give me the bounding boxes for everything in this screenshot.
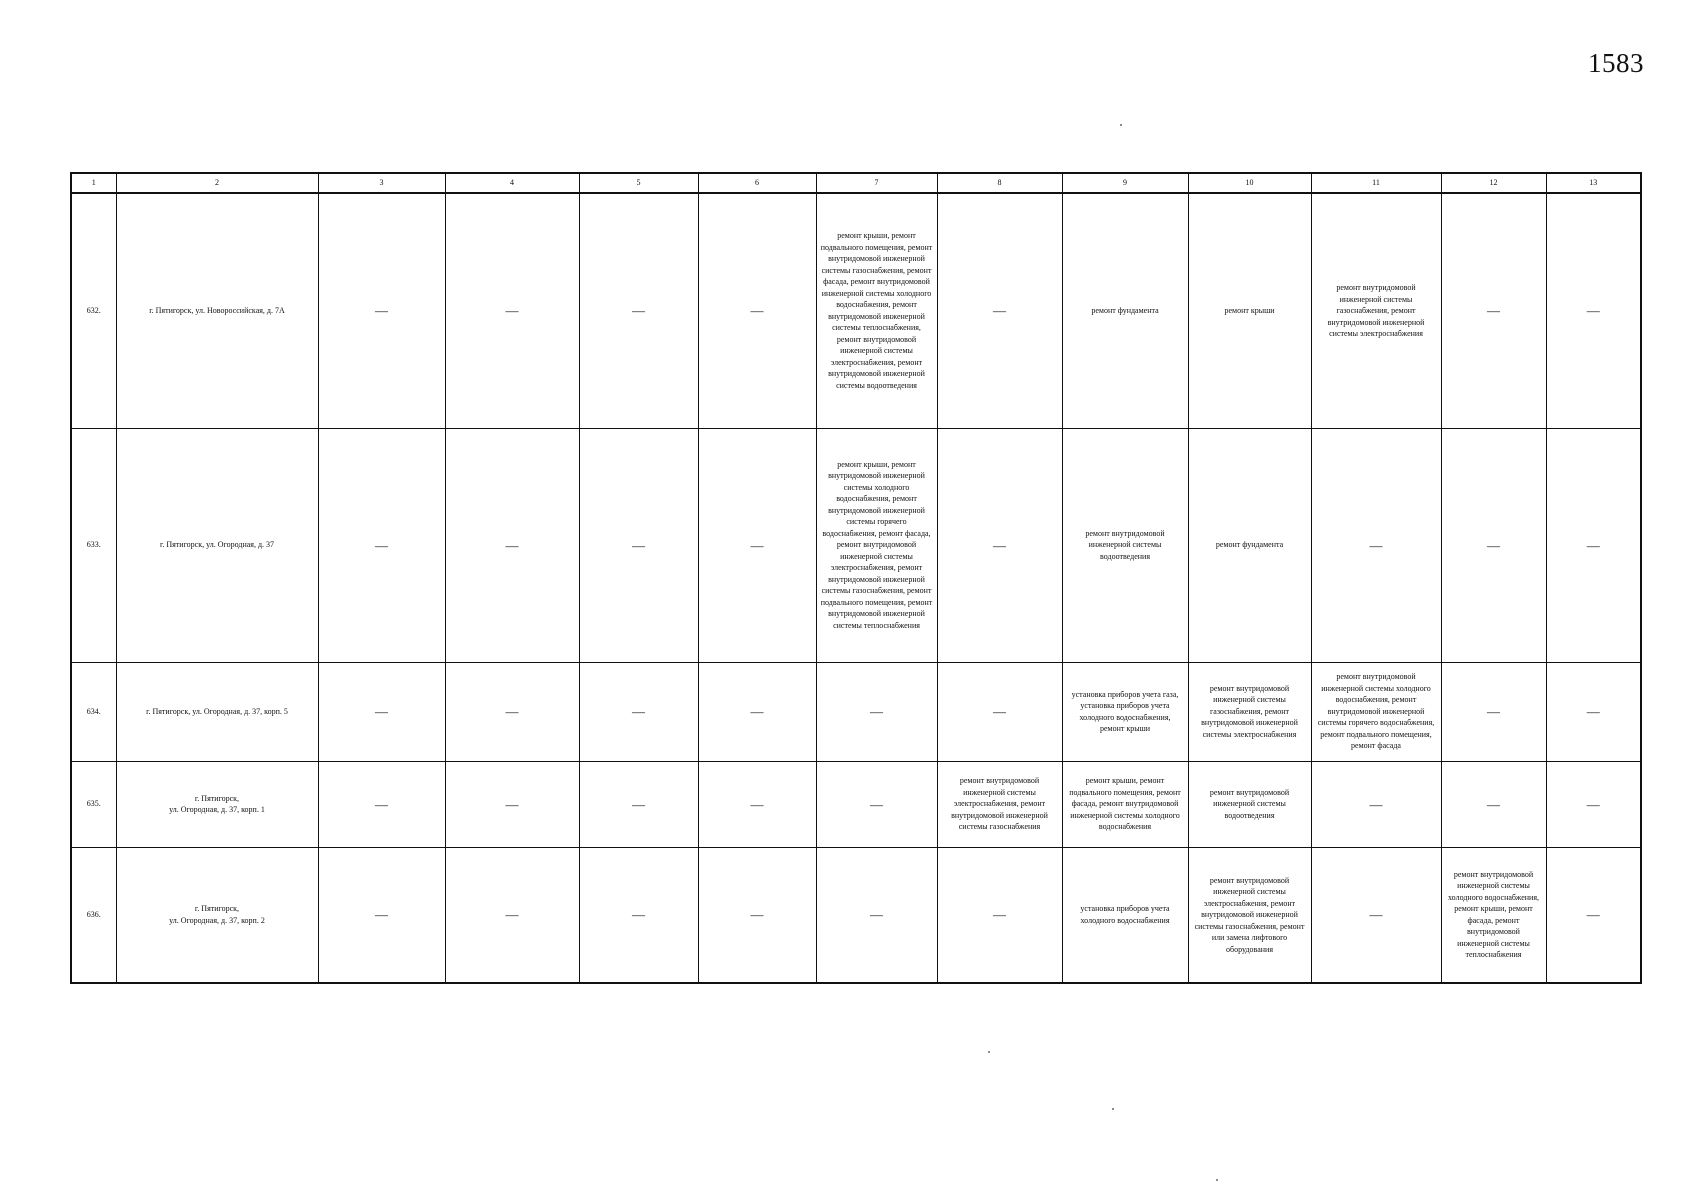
table-cell: — — [579, 428, 698, 662]
table-cell: — — [1441, 662, 1546, 761]
table-cell: установка приборов учета газа, установка приборов учета холодного водоснабжения, ремонт крыши — [1062, 662, 1188, 761]
address-cell: г. Пятигорск, ул. Огородная, д. 37, корп. 5 — [116, 662, 318, 761]
table-cell: ремонт внутридомовой инженерной системы водоотведения — [1062, 428, 1188, 662]
scan-speck — [1112, 1108, 1114, 1110]
table-cell: — — [698, 761, 816, 847]
table-cell: — — [445, 662, 579, 761]
column-header: 6 — [698, 173, 816, 193]
table-cell: — — [1546, 193, 1641, 428]
table-cell: ремонт крыши, ремонт внутридомовой инженерной системы холодного водоснабжения, ремонт внутридомовой инженерной системы горячего водоснабжения, ремонт фасада, ремонт внутридомовой инженерной системы электроснабжения, ремонт внутридомовой инженерной системы газоснабжения, ремонт подвального помещения, ремонт внутридомовой инженерной системы теплоснабжения — [816, 428, 937, 662]
table-cell: — — [698, 847, 816, 983]
table-cell: — — [579, 761, 698, 847]
table-cell: ремонт внутридомовой инженерной системы газоснабжения, ремонт внутридомовой инженерной системы электроснабжения — [1188, 662, 1311, 761]
table-cell: — — [579, 193, 698, 428]
table-cell: — — [1441, 761, 1546, 847]
table-row — [71, 193, 1641, 428]
table-cell: — — [445, 761, 579, 847]
scan-speck — [1216, 1179, 1218, 1181]
row-number: 634. — [71, 662, 116, 761]
works-table — [70, 172, 1642, 984]
table-cell: ремонт крыши, ремонт подвального помещения, ремонт внутридомовой инженерной системы газоснабжения, ремонт фасада, ремонт внутридомовой инженерной системы холодного водоснабжения, ремонт внутридомовой инженерной системы теплоснабжения, ремонт внутридомовой инженерной системы электроснабжения, ремонт внутридомовой инженерной системы водоотведения — [816, 193, 937, 428]
address-cell — [116, 761, 318, 847]
table-row — [71, 428, 1641, 662]
table-cell: ремонт крыши — [1188, 193, 1311, 428]
table-cell: ремонт фундамента — [1062, 193, 1188, 428]
scan-speck — [988, 1051, 990, 1053]
table-cell: — — [318, 761, 445, 847]
table-cell: — — [937, 662, 1062, 761]
table-cell: — — [1311, 761, 1441, 847]
column-header: 2 — [116, 173, 318, 193]
column-header: 7 — [816, 173, 937, 193]
column-header: 1 — [71, 173, 116, 193]
table-cell: ремонт внутридомовой инженерной системы газоснабжения, ремонт внутридомовой инженерной системы электроснабжения — [1311, 193, 1441, 428]
table-cell: — — [1546, 662, 1641, 761]
table-cell: ремонт фундамента — [1188, 428, 1311, 662]
table-cell: — — [937, 193, 1062, 428]
table-cell: — — [816, 662, 937, 761]
table-cell: — — [1311, 428, 1441, 662]
address-line: г. Пятигорск, — [194, 793, 240, 803]
column-header: 5 — [579, 173, 698, 193]
table-cell: — — [318, 662, 445, 761]
column-header: 10 — [1188, 173, 1311, 193]
page-number: 1583 — [1588, 48, 1644, 78]
column-number-row — [71, 173, 1641, 193]
address-line: ул. Огородная, д. 37, корп. 2 — [169, 915, 265, 925]
table-cell: — — [1546, 847, 1641, 983]
address-cell: г. Пятигорск, ул. Огородная, д. 37 — [116, 428, 318, 662]
row-number: 632. — [71, 193, 116, 428]
address-cell: г. Пятигорск, ул. Новороссийская, д. 7А — [116, 193, 318, 428]
table-cell: — — [937, 428, 1062, 662]
table-cell: ремонт внутридомовой инженерной системы электроснабжения, ремонт внутридомовой инженерной системы газоснабжения, ремонт или замена лифтового оборудования — [1188, 847, 1311, 983]
table-cell: — — [1546, 761, 1641, 847]
table-cell: — — [1311, 847, 1441, 983]
address-line: ул. Огородная, д. 37, корп. 1 — [169, 805, 265, 814]
table-cell: ремонт внутридомовой инженерной системы водоотведения — [1188, 761, 1311, 847]
row-number: 633. — [71, 428, 116, 662]
table-cell: — — [1441, 428, 1546, 662]
table-cell: — — [1441, 193, 1546, 428]
column-header: 11 — [1311, 173, 1441, 193]
address-cell — [116, 847, 318, 983]
table-cell: ремонт внутридомовой инженерной системы холодного водоснабжения, ремонт внутридомовой инженерной системы горячего водоснабжения, ремонт подвального помещения, ремонт фасада — [1311, 662, 1441, 761]
scan-speck — [1120, 124, 1122, 126]
table-cell: — — [698, 193, 816, 428]
table-cell: — — [816, 847, 937, 983]
table-cell: — — [698, 662, 816, 761]
table-cell: — — [579, 847, 698, 983]
column-header: 12 — [1441, 173, 1546, 193]
table-row — [71, 662, 1641, 761]
column-header: 8 — [937, 173, 1062, 193]
column-header: 4 — [445, 173, 579, 193]
table-cell: — — [1546, 428, 1641, 662]
table-cell: ремонт крыши, ремонт подвального помещения, ремонт фасада, ремонт внутридомовой инженерной системы холодного водоснабжения — [1062, 761, 1188, 847]
row-number: 636. — [71, 847, 116, 983]
table-cell: — — [816, 761, 937, 847]
table-row — [71, 761, 1641, 847]
table-cell: — — [445, 847, 579, 983]
table-cell: — — [445, 193, 579, 428]
table-cell: — — [579, 662, 698, 761]
table-cell: — — [318, 428, 445, 662]
column-header: 9 — [1062, 173, 1188, 193]
table-cell: — — [318, 847, 445, 983]
table-cell: — — [937, 847, 1062, 983]
address-line: г. Пятигорск, — [194, 904, 240, 914]
table-cell: — — [318, 193, 445, 428]
table-row — [71, 847, 1641, 983]
table-cell: — — [698, 428, 816, 662]
table-cell: ремонт внутридомовой инженерной системы электроснабжения, ремонт внутридомовой инженерной системы газоснабжения — [937, 761, 1062, 847]
column-header: 3 — [318, 173, 445, 193]
column-header: 13 — [1546, 173, 1641, 193]
row-number: 635. — [71, 761, 116, 847]
table-cell: — — [445, 428, 579, 662]
table-cell: установка приборов учета холодного водоснабжения — [1062, 847, 1188, 983]
table-cell: ремонт внутридомовой инженерной системы холодного водоснабжения, ремонт крыши, ремонт фасада, ремонт внутридомовой инженерной системы теплоснабжения — [1441, 847, 1546, 983]
